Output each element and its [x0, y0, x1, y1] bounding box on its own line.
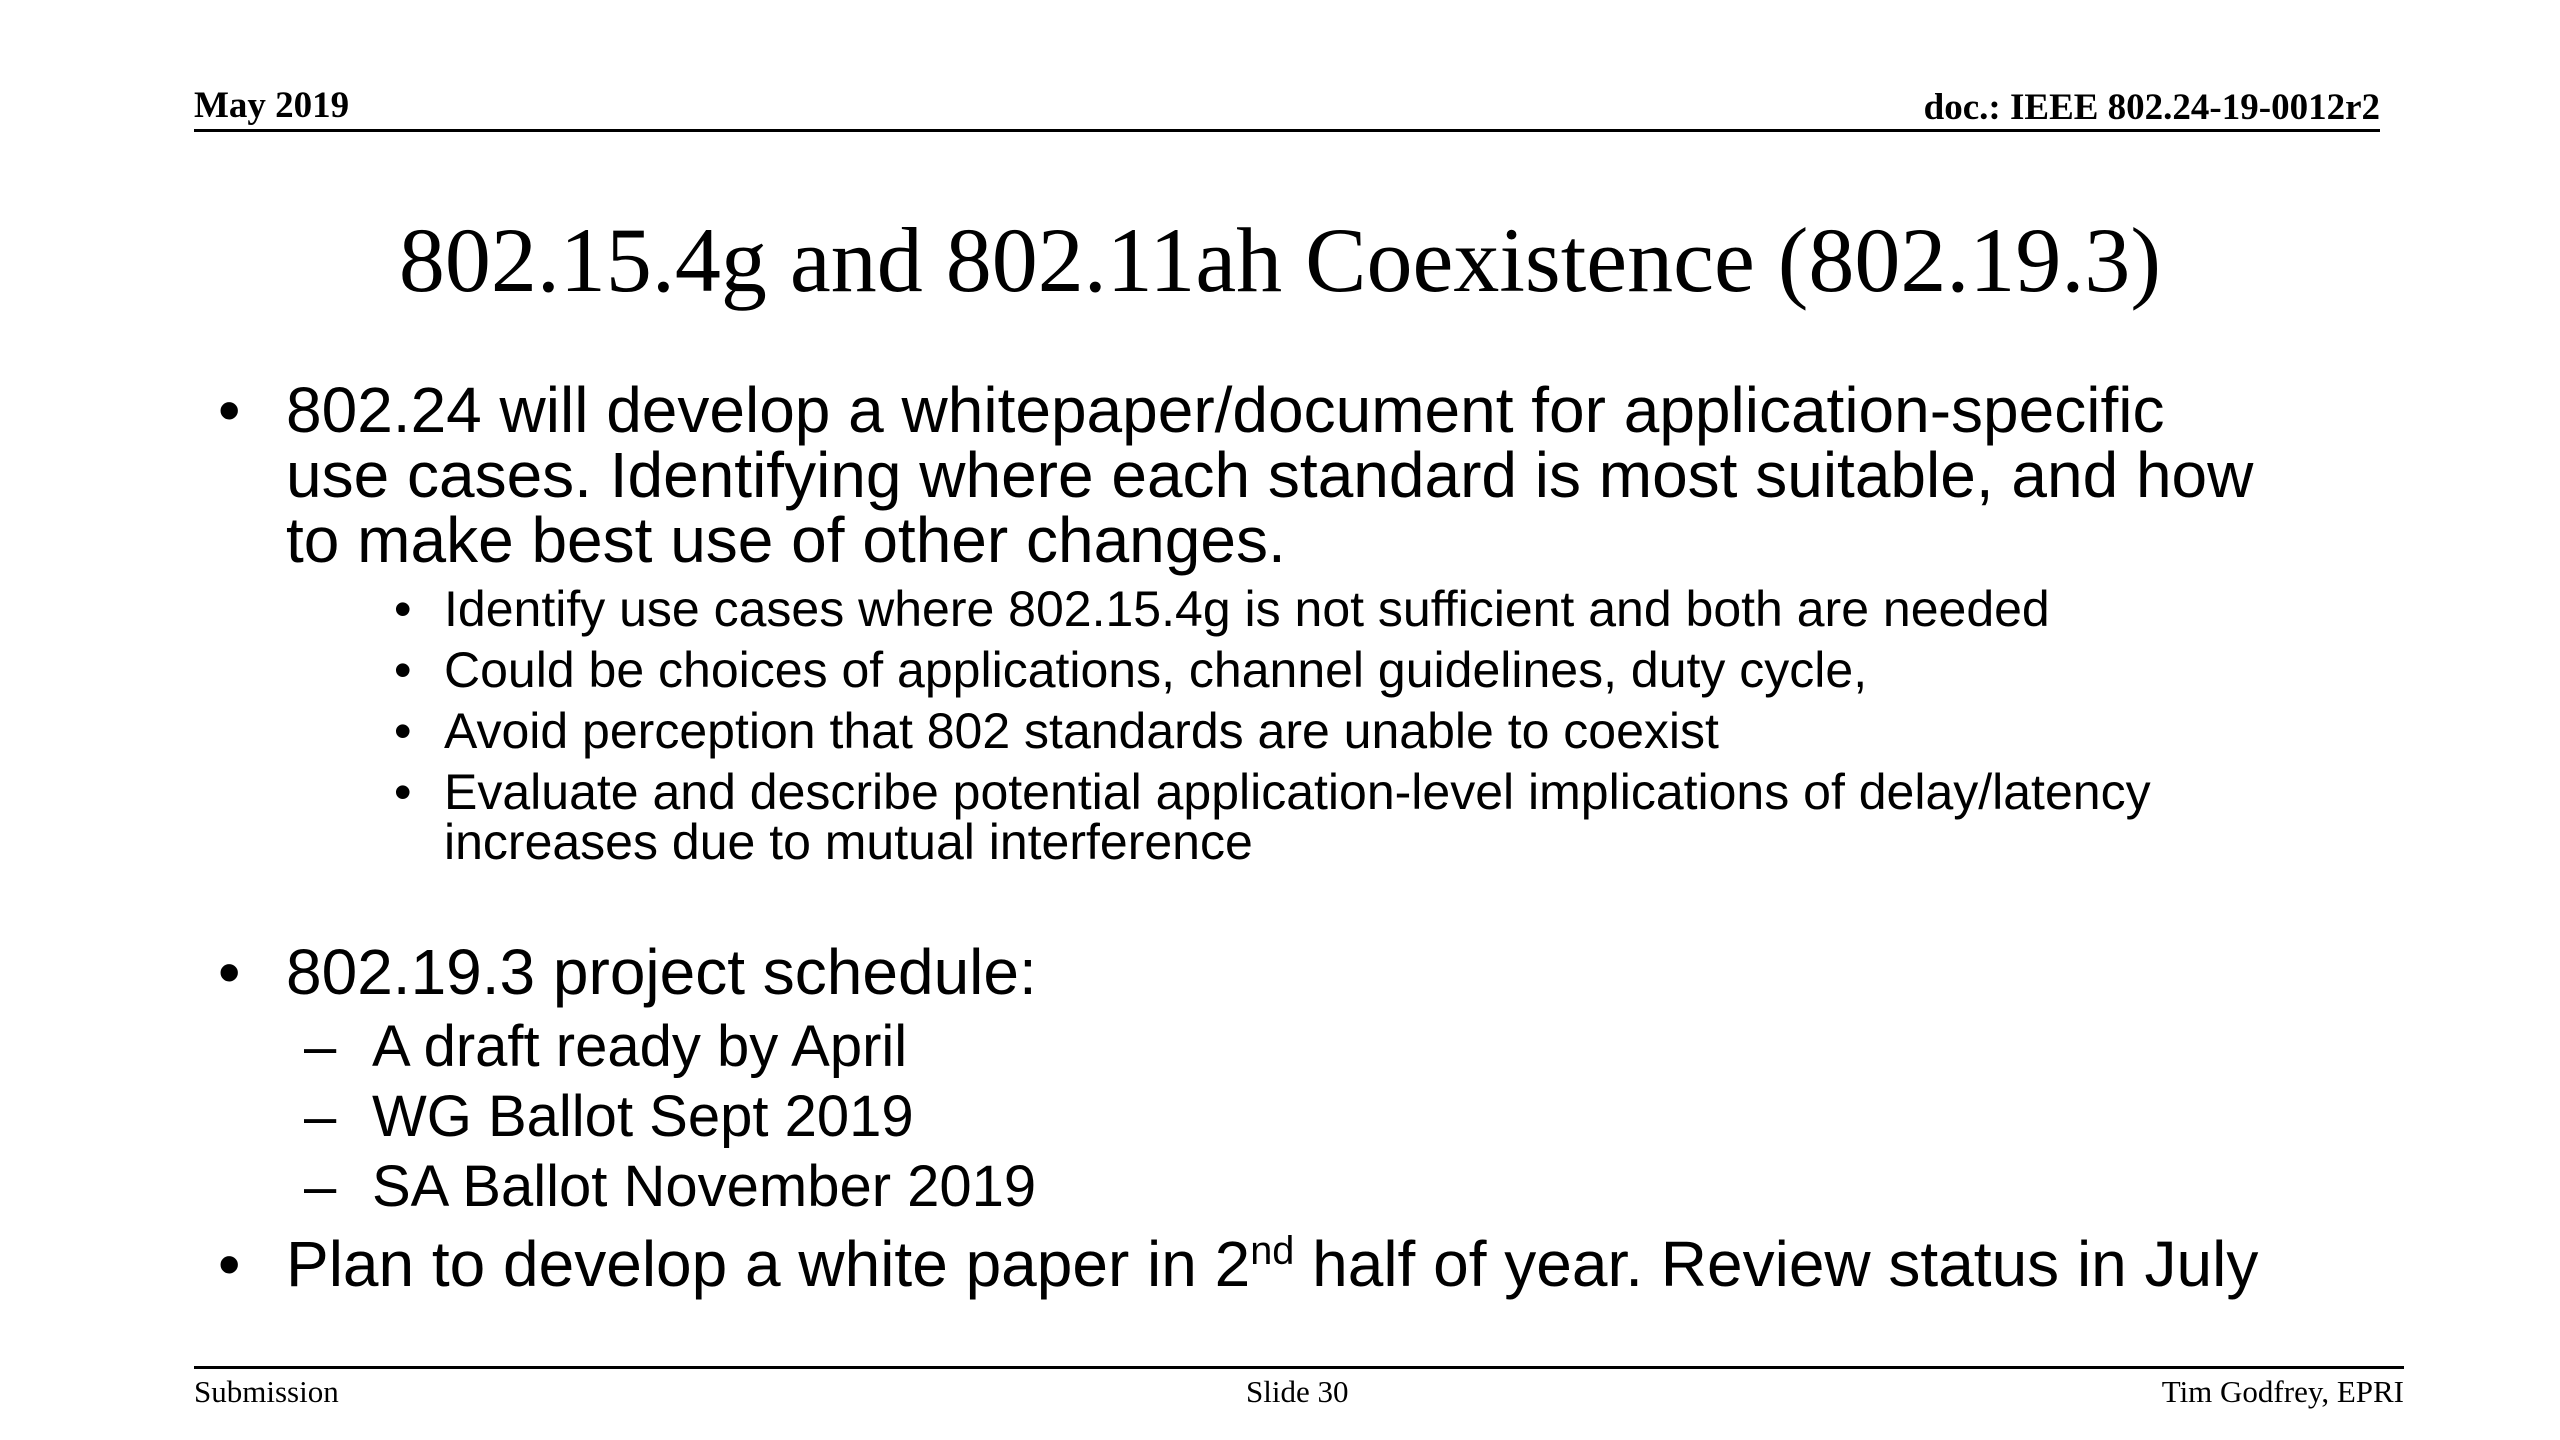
bullet-1-line-3: to make best use of other changes.: [286, 504, 1286, 576]
footer-slide-number: Slide 30: [1246, 1374, 1349, 1409]
sub-bullet-3-text: Avoid perception that 802 standards are unable to coexist: [444, 703, 1719, 759]
schedule-item-2-marker: –: [304, 1084, 337, 1149]
schedule-item-2-text: WG Ballot Sept 2019: [372, 1084, 914, 1149]
slide-title: 802.15.4g and 802.11ah Coexistence (802.19.3): [398, 209, 2162, 311]
sub-bullet-4: [394, 764, 2151, 870]
schedule-item-1-marker: –: [304, 1014, 337, 1079]
sub-bullet-1-text: Identify use cases where 802.15.4g is not sufficient and both are needed: [444, 581, 2050, 637]
schedule-item-3: [304, 1154, 1037, 1219]
footer-submission: Submission: [194, 1374, 339, 1409]
bullet-3: [218, 1228, 2259, 1300]
sub-bullet-2: [394, 642, 1868, 698]
sub-bullet-2-text: Could be choices of applications, channel guidelines, duty cycle,: [444, 642, 1868, 698]
bullet-1-line-2: use cases. Identifying where each standard is most suitable, and how: [286, 439, 2254, 511]
sub-bullet-4-line-1: Evaluate and describe potential application-level implications of delay/latency: [444, 764, 2151, 820]
sub-bullet-3: [394, 703, 1719, 759]
bullet-3-text-post: half of year. Review status in July: [1294, 1228, 2259, 1300]
bullet-3-text-pre: Plan to develop a white paper in 2: [286, 1228, 1251, 1300]
schedule-item-3-marker: –: [304, 1154, 337, 1219]
footer-rule: [194, 1366, 2404, 1369]
sub-bullet-1: [394, 581, 2050, 637]
schedule-item-1: [304, 1014, 908, 1079]
sub-bullet-3-marker: •: [394, 703, 412, 759]
schedule-item-3-text: SA Ballot November 2019: [372, 1154, 1037, 1219]
bullet-2: [218, 936, 1037, 1008]
header-rule: [194, 129, 2380, 132]
sub-bullet-1-marker: •: [394, 581, 412, 637]
bullet-3-text: [286, 1228, 2259, 1300]
bullet-1: [218, 374, 2254, 576]
sub-bullet-2-marker: •: [394, 642, 412, 698]
header-doc-id: doc.: IEEE 802.24-19-0012r2: [1923, 87, 2380, 128]
bullet-1-line-1: 802.24 will develop a whitepaper/document for application-specific: [286, 374, 2165, 446]
bullet-3-marker: •: [218, 1228, 241, 1300]
sub-bullet-4-line-2: increases due to mutual interference: [444, 814, 1253, 870]
bullet-2-text: 802.19.3 project schedule:: [286, 936, 1037, 1008]
bullet-3-superscript: nd: [1250, 1229, 1295, 1274]
header-date: May 2019: [194, 85, 350, 126]
bullet-1-marker: •: [218, 374, 241, 446]
schedule-item-1-text: A draft ready by April: [372, 1014, 908, 1079]
schedule-item-2: [304, 1084, 914, 1149]
bullet-2-marker: •: [218, 936, 241, 1008]
footer-author: Tim Godfrey, EPRI: [2161, 1374, 2404, 1409]
sub-bullet-4-marker: •: [394, 764, 412, 820]
